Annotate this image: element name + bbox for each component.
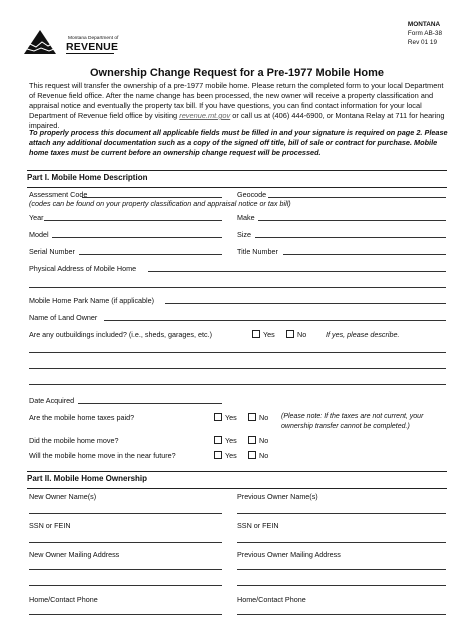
outbuildings-description-line3[interactable] — [29, 384, 446, 385]
outbuildings-description-line1[interactable] — [29, 352, 446, 353]
state-label: MONTANA — [407, 21, 441, 28]
land-owner-label: Name of Land Owner — [29, 313, 98, 322]
physical-address-field-line2[interactable] — [29, 287, 446, 288]
new-owner-ssn-field[interactable] — [29, 542, 222, 543]
date-acquired-field[interactable] — [78, 403, 222, 404]
logo-revenue-text: REVENUE — [66, 41, 119, 53]
moved-yes-label: Yes — [225, 436, 237, 445]
taxes-paid-no-label: No — [259, 413, 269, 422]
intro-text-1: This request will transfer the ownership of a pre-1977 mobile home. Please return the completed form to your local Department of Revenue field office. After the name change has been processed, the new owner will receive a property classification and appraisal notice and eventually the property tax bill. If you have questions, you can find contact information for your local Department of Revenue field office by visiting — [29, 81, 444, 120]
new-mailing-field-line1[interactable] — [29, 569, 222, 570]
intro-text-2: or call us at (406) 444-6900, or Montana Relay at 711 for hearing impaired. — [29, 111, 445, 130]
new-owner-ssn-label: SSN or FEIN — [29, 521, 71, 530]
land-owner-field[interactable] — [104, 320, 446, 321]
outbuildings-no-option[interactable] — [286, 330, 306, 339]
geocode-field[interactable] — [268, 197, 446, 198]
outbuildings-yes-checkbox[interactable] — [252, 330, 260, 338]
assessment-code-label: Assessment Code — [29, 190, 88, 199]
moved-yes-option[interactable] — [214, 436, 237, 445]
will-move-no-checkbox[interactable] — [248, 451, 256, 459]
logo-department-text: Montana Department of — [68, 36, 119, 41]
year-field[interactable] — [44, 220, 222, 221]
taxes-paid-yes-label: Yes — [225, 413, 237, 422]
outbuildings-yes-option[interactable] — [252, 330, 275, 339]
outbuildings-no-label: No — [297, 330, 307, 339]
serial-number-label: Serial Number — [29, 247, 75, 256]
date-acquired-label: Date Acquired — [29, 396, 75, 405]
previous-mailing-field-line1[interactable] — [237, 569, 446, 570]
geocode-label: Geocode — [237, 190, 267, 199]
will-move-yes-label: Yes — [225, 451, 237, 460]
park-name-label: Mobile Home Park Name (if applicable) — [29, 296, 155, 305]
outbuildings-yes-label: Yes — [263, 330, 275, 339]
part2-heading — [27, 471, 447, 489]
form-number: Form AB-38 — [407, 30, 442, 37]
codes-note: (codes can be found on your property classification and appraisal notice or tax bill) — [29, 199, 291, 208]
new-owner-label: New Owner Name(s) — [29, 492, 97, 501]
physical-address-label: Physical Address of Mobile Home — [29, 264, 137, 273]
previous-owner-ssn-field[interactable] — [237, 542, 446, 543]
new-mailing-label: New Owner Mailing Address — [29, 550, 120, 559]
page-title: Ownership Change Request for a Pre-1977 Mobile Home — [89, 67, 384, 79]
form-id-block — [408, 20, 442, 47]
assessment-code-field[interactable] — [82, 197, 222, 198]
will-move-yes-option[interactable] — [214, 451, 237, 460]
outbuildings-description-line2[interactable] — [29, 368, 446, 369]
moved-question: Did the mobile home move? — [29, 436, 119, 445]
serial-number-field[interactable] — [79, 254, 222, 255]
title-number-field[interactable] — [283, 254, 446, 255]
new-owner-field[interactable] — [29, 513, 222, 514]
taxes-paid-yes-option[interactable] — [214, 413, 237, 422]
taxes-paid-no-checkbox[interactable] — [248, 413, 256, 421]
outbuildings-no-checkbox[interactable] — [286, 330, 294, 338]
park-name-field[interactable] — [165, 303, 446, 304]
taxes-note: (Please note: If the taxes are not current, your ownership transfer cannot be completed.) — [281, 413, 424, 430]
physical-address-field[interactable] — [148, 271, 446, 272]
previous-mailing-label: Previous Owner Mailing Address — [237, 550, 341, 559]
part1-heading — [27, 170, 447, 188]
new-mailing-field-line2[interactable] — [29, 585, 222, 586]
revenue-website-link[interactable]: revenue.mt.gov — [179, 111, 231, 120]
revision: Rev 01 19 — [407, 39, 438, 46]
model-label: Model — [29, 230, 49, 239]
moved-yes-checkbox[interactable] — [214, 436, 222, 444]
size-label: Size — [237, 230, 251, 239]
new-phone-label: Home/Contact Phone — [29, 595, 98, 604]
model-field[interactable] — [52, 237, 222, 238]
will-move-question: Will the mobile home move in the near future? — [29, 451, 176, 460]
previous-phone-field[interactable] — [237, 614, 446, 615]
moved-no-option[interactable] — [248, 436, 268, 445]
part1-heading-text: Part I. Mobile Home Description — [27, 173, 148, 182]
new-phone-field[interactable] — [29, 614, 222, 615]
previous-mailing-field-line2[interactable] — [237, 585, 446, 586]
taxes-paid-yes-checkbox[interactable] — [214, 413, 222, 421]
revenue-logo — [22, 22, 122, 64]
will-move-no-option[interactable] — [248, 451, 268, 460]
part2-heading-text: Part II. Mobile Home Ownership — [27, 474, 148, 483]
outbuildings-describe-prompt: If yes, please describe. — [326, 330, 400, 339]
instructions-notice: To properly process this document all applicable fields must be filled in and your signature is required on page 2. Please attach any additional documentation such as a copy of the signed off title, bill of sale or contract for purchase. Mobile home taxes must be current before an ownership change request will be processed. — [29, 128, 448, 157]
taxes-paid-question: Are the mobile home taxes paid? — [29, 413, 135, 422]
title-number-label: Title Number — [237, 247, 278, 256]
moved-no-label: No — [259, 436, 269, 445]
previous-owner-ssn-label: SSN or FEIN — [237, 521, 279, 530]
outbuildings-question: Are any outbuildings included? (i.e., sheds, garages, etc.) — [29, 330, 212, 339]
moved-no-checkbox[interactable] — [248, 436, 256, 444]
will-move-yes-checkbox[interactable] — [214, 451, 222, 459]
previous-phone-label: Home/Contact Phone — [237, 595, 306, 604]
taxes-paid-no-option[interactable] — [248, 413, 268, 422]
previous-owner-field[interactable] — [237, 513, 446, 514]
make-field[interactable] — [258, 220, 446, 221]
intro-paragraph — [29, 81, 449, 131]
will-move-no-label: No — [259, 451, 269, 460]
year-label: Year — [29, 213, 44, 222]
previous-owner-label: Previous Owner Name(s) — [237, 492, 318, 501]
make-label: Make — [237, 213, 255, 222]
logo-underline — [66, 53, 114, 54]
size-field[interactable] — [255, 237, 446, 238]
